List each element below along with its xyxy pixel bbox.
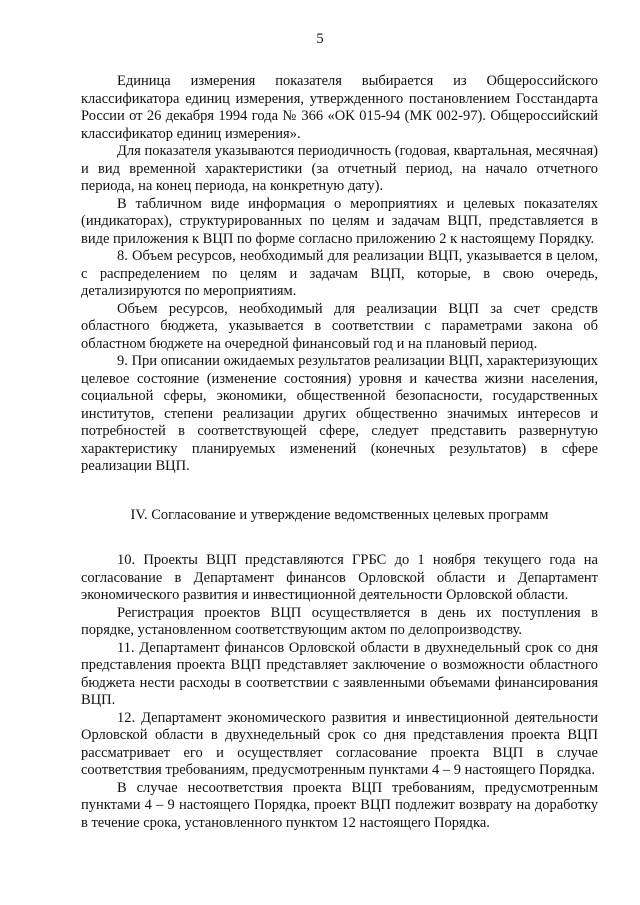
paragraph-registration: Регистрация проектов ВЦП осуществляется в день их поступления в порядке, установленном соответствующим актом по делопроизводству. (81, 604, 598, 638)
paragraph-nonconformity: В случае несоответствия проекта ВЦП требованиям, предусмотренным пунктами 4 – 9 настоящего Порядка, проект ВЦП подлежит возврату на доработку в течение срока, установленного пунктом 12 настоящего Порядка. (81, 779, 598, 831)
document-body (81, 73, 598, 832)
section-heading: IV. Согласование и утверждение ведомственных целевых программ (130, 506, 549, 523)
paragraph-item-10: 10. Проекты ВЦП представляются ГРБС до 1 ноября текущего года на согласование в Департамент финансов Орловской области и Департамент экономического развития и инвестиционной деятельности Орловской области. (81, 552, 598, 603)
paragraph-item-8: 8. Объем ресурсов, необходимый для реализации ВЦП, указывается в целом, с распределением по целям и задачам ВЦП, которые, в свою очередь, детализируются по мероприятиям. (81, 248, 598, 299)
page-number: 5 (316, 31, 324, 47)
paragraph-unit-of-measure: Единица измерения показателя выбирается из Общероссийского классификатора единиц измерения, утвержденного постановлением Госстандарта России от 26 декабря 1994 года № 366 «ОК 015-94 (МК 002-97). Общероссийский классификатор единиц измерения». (81, 73, 598, 142)
paragraph-item-12: 12. Департамент экономического развития и инвестиционной деятельности Орловской области в двухнедельный срок со дня представления проекта ВЦП рассматривает его и осуществляет согласование проекта ВЦП в случае соответствия требованиям, предусмотренным пунктами 4 – 9 настоящего Порядка. (81, 709, 598, 778)
paragraph-item-11: 11. Департамент финансов Орловской области в двухнедельный срок со дня представления проекта ВЦП представляет заключение о возможности областного бюджета нести расходы в соответствии с заявленными объемами финансирования ВЦП. (81, 639, 598, 708)
paragraph-table-info: В табличном виде информация о мероприятиях и целевых показателях (индикаторах), структурированных по целям и задачам ВЦП, представляется в виде приложения к ВЦП по форме согласно приложению 2 к настоящему Порядку. (81, 195, 598, 247)
paragraph-periodicity: Для показателя указываются периодичность (годовая, квартальная, месячная) и вид временной характеристики (за отчетный период, на начало отчетного периода, на конец периода, на конкретную дату). (81, 143, 598, 194)
paragraph-item-9: 9. При описании ожидаемых результатов реализации ВЦП, характеризующих целевое состояние (изменение состояния) уровня и качества жизни населения, социальной сферы, экономики, общественной безопасности, государственных институтов, степени реализации других общественно значимых интересов и потребностей в соответствующей сфере, следует представить развернутую характеристику планируемых изменений (конечных результатов) в сфере реализации ВЦП. (81, 353, 598, 474)
paragraph-budget-resources: Объем ресурсов, необходимый для реализации ВЦП за счет средств областного бюджета, указывается в соответствии с параметрами закона об областном бюджете на очередной финансовый год и на плановый период. (81, 300, 598, 352)
